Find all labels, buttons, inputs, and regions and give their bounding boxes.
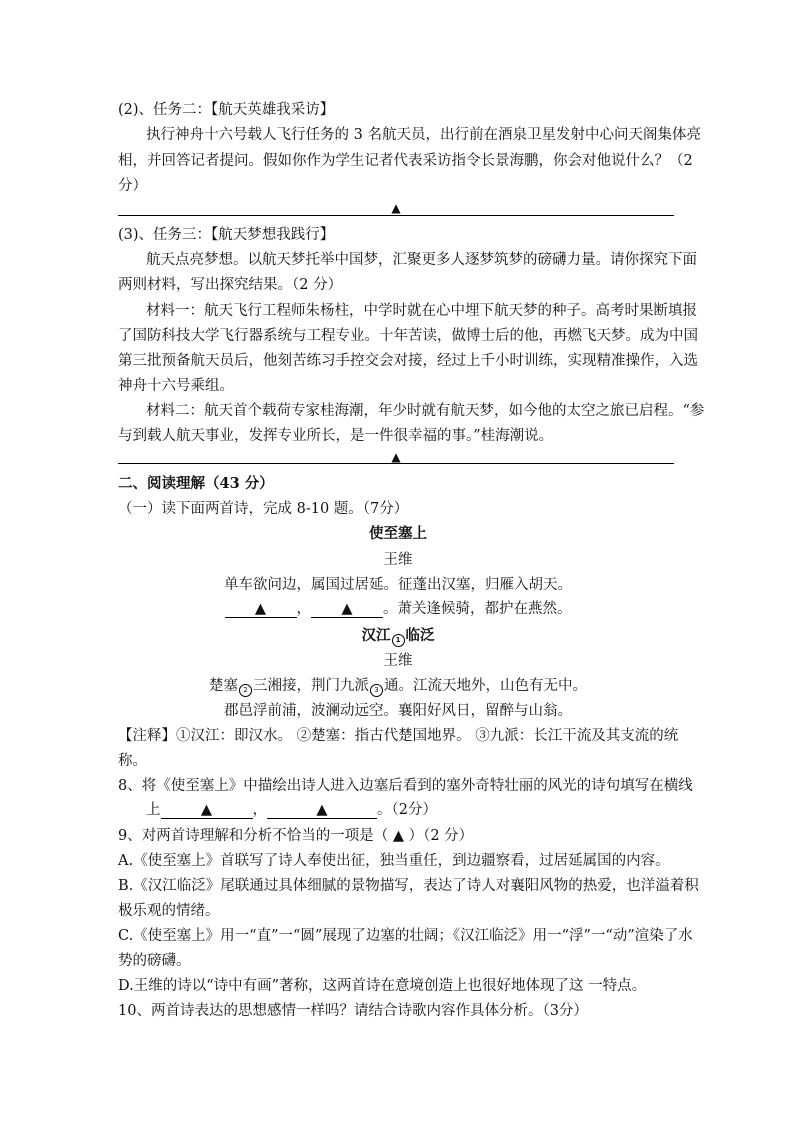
material-1-line: 材料一：航天飞行工程师朱杨柱，中学时就在心中埋下航天梦的种子。高考时果断填报 [146,303,697,319]
section-subheading: （一）读下面两首诗，完成 8-10 题。（7分） [118,501,409,517]
poem-1-author: 王维 [383,552,413,568]
section-heading: 二、阅读理解（43 分） [118,475,274,492]
fill-blank[interactable]: ▲ [311,601,383,618]
question-9-stem: 9、对两首诗理解和分析不恰当的一项是（ ▲ ）（2 分） [118,828,474,844]
task2-paragraph-line: 相，并回答记者提问。假如你作为学生记者代表采访指令长景海鹏，你会对他说什么？（2 [118,153,693,169]
fill-blank[interactable]: ▲ [267,802,377,819]
fill-blank[interactable]: ▲ [225,601,297,618]
task3-paragraph-line: 两则材料，写出探究结果。（2 分） [118,277,343,293]
note-marker: 3 [370,684,383,697]
note-marker: 1 [392,634,405,647]
task3-title: (3)、任务三：【航天梦想我践行】 [118,227,335,243]
material-1-line: 神舟十六号乘组。 [118,378,234,394]
poem-2-title: 汉江 1 临泛 [118,627,678,647]
material-1-line: 第三批预备航天员后，他刻苦练习手控交会对接，经过上千小时训练，实现精准操作，入选 [118,353,698,369]
task3-paragraph-line: 航天点亮梦想。以航天梦托举中国梦，汇聚更多人逐梦筑梦的磅礴力量。请你探究下面 [146,252,697,268]
option-a: A.《使至塞上》首联写了诗人奉使出征，独当重任，到边疆察看，过居延属国的内容。 [118,853,670,869]
poem-1-line: 单车欲问边，属国过居延。征蓬出汉塞，归雁入胡天。 [224,577,572,593]
answer-mark: ▲ [391,450,401,464]
notes-line: 【注释】①汉江：即汉水。 ②楚塞：指古代楚国地界。 ③九派：长江干流及其支流的统 [118,728,679,744]
poem-2-author: 王维 [383,653,413,669]
notes-line: 称。 [118,753,147,769]
poem-1-title: 使至塞上 [369,525,427,542]
fill-blank[interactable]: ▲ [161,802,253,819]
material-1-line: 了国防科技大学飞行器系统与工程专业。十年苦读，做博士后的他，再燃飞天梦。成为中国 [118,328,698,344]
note-marker: 2 [239,684,252,697]
poem-1-line: ▲ ， ▲ 。萧关逢候骑，都护在燕然。 [118,600,678,618]
answer-line [118,215,674,216]
material-2-line: 与到载人航天事业，发挥专业所长，是一件很幸福的事。”桂海潮说。 [118,428,554,444]
task2-paragraph-line: 执行神舟十六号载人飞行任务的 3 名航天员，出行前在酒泉卫星发射中心问天阁集体亮 [146,127,701,143]
option-c-cont: 势的磅礴。 [118,953,191,969]
answer-mark: ▲ [391,201,401,215]
task2-paragraph-line: 分） [118,178,147,194]
question-8-stem: 8、将《使至塞上》中描绘出诗人进入边塞后看到的塞外奇特壮丽的风光的诗句填写在横线 [118,778,693,794]
question-10-stem: 10、两首诗表达的思想感情一样吗？请结合诗歌内容作具体分析。（3分） [118,1003,588,1019]
option-b: B.《汉江临泛》尾联通过具体细腻的景物描写，表达了诗人对襄阳风物的热爱，也洋溢着积 [118,878,699,894]
poem-2-line: 楚塞 2 三湘接，荆门九派 3 通。江流天地外，山色有无中。 [118,677,678,697]
option-b-cont: 极乐观的情绪。 [118,903,220,919]
answer-line [118,463,674,464]
material-2-line: 材料二：航天首个载荷专家桂海潮，年少时就有航天梦，如今他的太空之旅已启程。“参 [146,403,705,419]
poem-2-line: 郡邑浮前浦，波澜动远空。襄阳好风日，留醉与山翁。 [224,703,572,719]
task2-title: (2)、任务二：【航天英雄我采访】 [118,102,335,118]
option-c: C.《使至塞上》用一“直”一“圆”展现了边塞的壮阔；《汉江临泛》用一“浮”一“动”渲染了水 [118,928,693,944]
question-8-blanks: 上 ▲ ， ▲ 。（2分） [146,802,437,818]
option-d: D.王维的诗以“诗中有画”著称，这两首诗在意境创造上也很好地体现了这 一特点。 [118,978,647,994]
